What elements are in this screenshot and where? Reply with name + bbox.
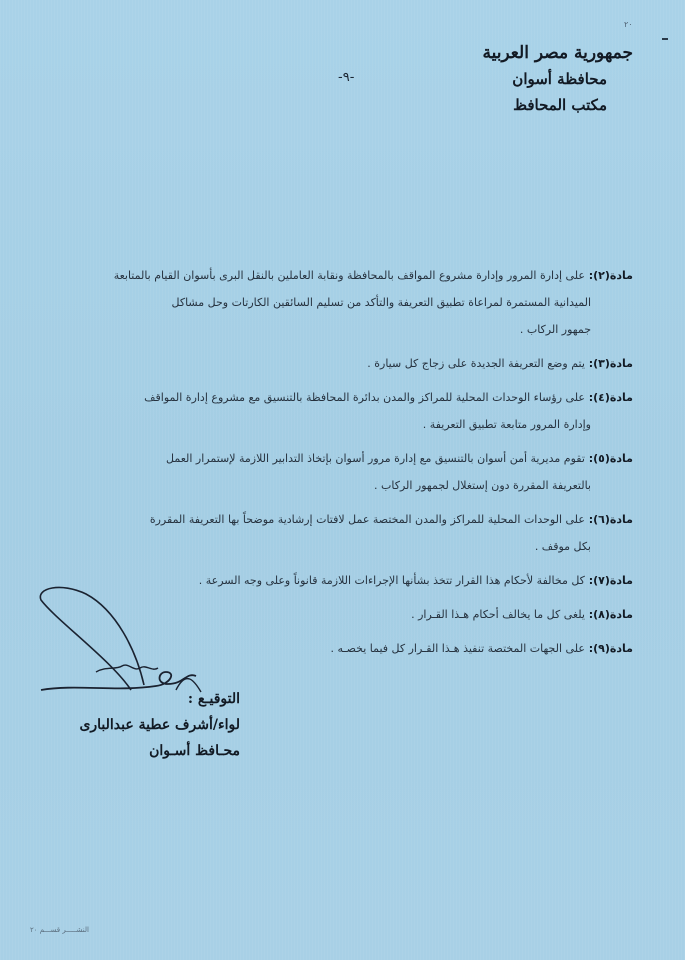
article-text-cont: بكل موقف . — [534, 540, 591, 553]
article-label: مادة(٣): — [584, 357, 633, 370]
article-text-cont: بالتعريفة المقررة دون إستغلال لجمهور الركاب . — [374, 479, 591, 492]
article-label: مادة(٨): — [584, 608, 633, 621]
signature-label: التوقيـع : — [187, 691, 240, 707]
signatory-name: لواء/أشرف عطية عبدالبارى — [79, 717, 240, 733]
article-6 — [43, 506, 633, 560]
handwritten-signature — [36, 580, 276, 700]
article-text: يتم وضع التعريفة الجديدة على زجاج كل سيارة . — [367, 357, 585, 370]
article-label: مادة(٦): — [584, 513, 633, 526]
letterhead — [433, 40, 633, 118]
footer-mark: النشـــــر قســـم ٢٠ — [30, 926, 89, 934]
article-text: تقوم مديرية أمن أسوان بالتنسيق مع إدارة مرور أسوان بإتخاذ التدابير اللازمة لإستمرار العمل — [166, 452, 585, 465]
article-text-cont: جمهور الركاب . — [519, 323, 591, 336]
article-text-cont: وإدارة المرور متابعة تطبيق التعريفة . — [422, 418, 591, 431]
letterhead-line-3: مكتب المحافظ — [513, 96, 607, 114]
article-text: على إدارة المرور وإدارة مشروع المواقف بالمحافظة ونقابة العاملين بالنقل البرى بأسوان القيام بالمتابعة — [113, 269, 585, 282]
signature-block — [40, 686, 240, 764]
article-4 — [43, 384, 633, 438]
article-label: مادة(٩): — [584, 642, 633, 655]
article-label: مادة(٢): — [584, 269, 633, 282]
article-label: مادة(٥): — [584, 452, 633, 465]
article-label: مادة(٧): — [584, 574, 633, 587]
article-text: على الوحدات المحلية للمراكز والمدن المختصة عمل لافتات إرشادية موضحاً بها التعريفة المقررة — [149, 513, 585, 526]
article-3 — [43, 350, 633, 377]
article-text: على الجهات المختصة تنفيذ هـذا القـرار كل فيما يخصـه . — [330, 642, 585, 655]
article-label: مادة(٤): — [584, 391, 633, 404]
article-text: على رؤساء الوحدات المحلية للمراكز والمدن بدائرة المحافظة بالتنسيق مع مشروع إدارة المواقف — [144, 391, 585, 404]
article-text: كل مخالفة لأحكام هذا القرار تتخذ بشأنها الإجراءات اللازمة قانوناً وعلى وجه السرعة . — [198, 574, 585, 587]
article-5 — [43, 445, 633, 499]
letterhead-line-1: جمهورية مصر العربية — [482, 43, 633, 63]
signatory-title: محـافظ أسـوان — [149, 743, 240, 759]
dash-mark — [662, 38, 668, 40]
article-2 — [43, 262, 633, 343]
page-number: -٩- — [338, 70, 355, 85]
article-text: يلغى كل ما يخالف أحكام هـذا القـرار . — [411, 608, 585, 621]
article-text-cont: الميدانية المستمرة لمراعاة تطبيق التعريفة والتأكد من تسليم السائقين الكارتات وحل مشاكل — [171, 296, 591, 309]
letterhead-line-2: محافظة أسوان — [512, 70, 607, 88]
corner-mark: ٢٠ — [624, 20, 633, 29]
